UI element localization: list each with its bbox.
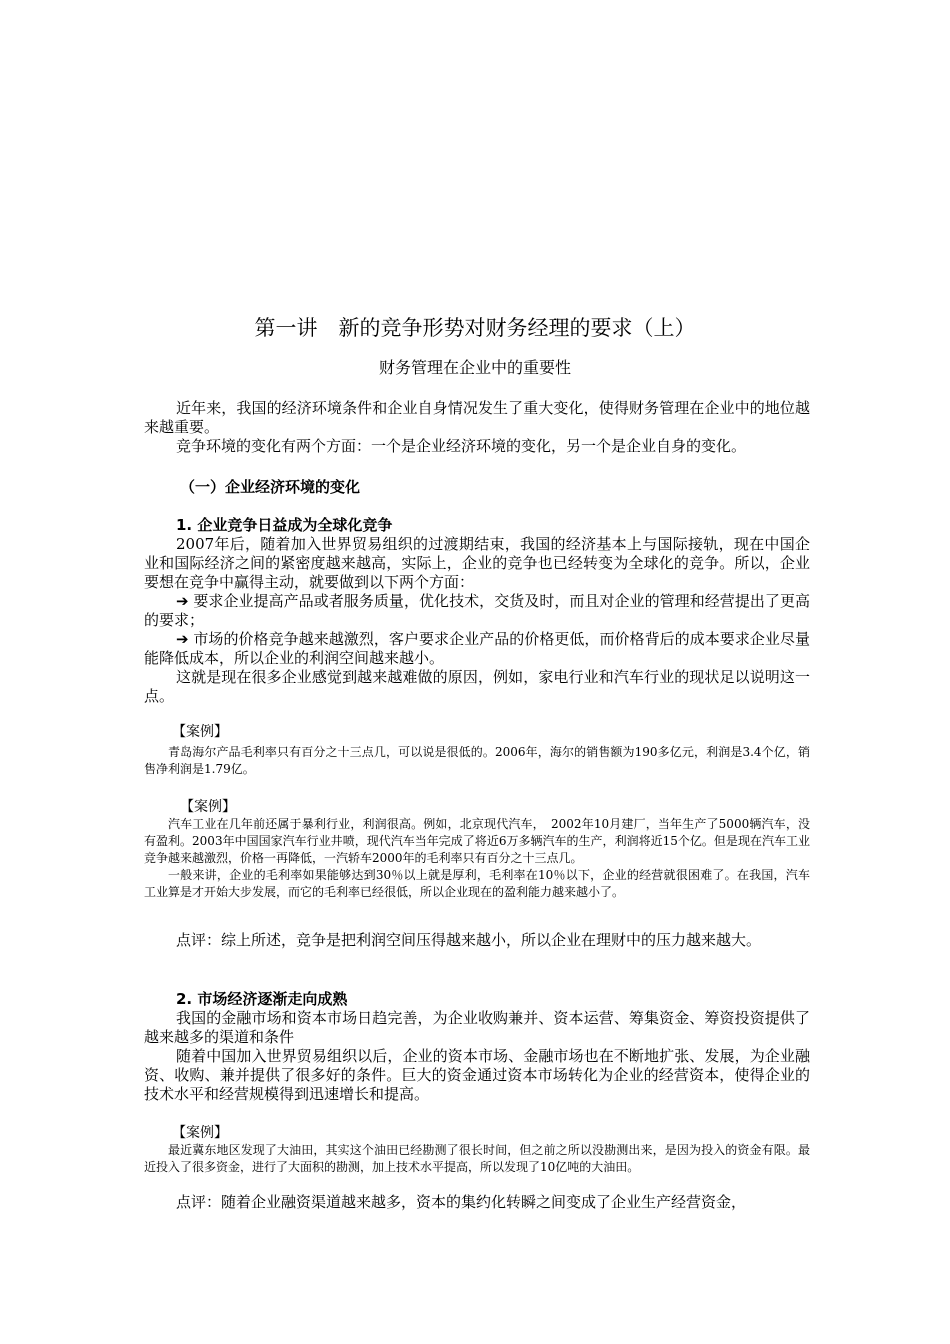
arrow-icon: ➔ [176, 592, 194, 610]
section-heading: （一）企业经济环境的变化 [180, 478, 361, 496]
body-paragraph: 这就是现在很多企业感觉到越来越难做的原因，例如，家电行业和汽车行业的现状足以说明这一点。 [144, 668, 810, 705]
case-body [144, 744, 810, 778]
case-label: 【案例】 [172, 1125, 228, 1141]
body-paragraph: 我国的金融市场和资本市场日趋完善，为企业收购兼并、资本运营、筹集资金、筹资投资提供了越来越多的渠道和条件 [144, 1009, 810, 1046]
case-text: 最近冀东地区发现了大油田，其实这个油田已经勘测了很长时间，但之前之所以没勘测出来，是因为投入的资金有限。最近投入了很多资金，进行了大面积的勘测，加上技术水平提高，所以发现了10亿吨的大油田。 [144, 1143, 810, 1174]
subsection-body [144, 535, 810, 706]
arrow-icon: ➔ [176, 630, 194, 648]
comment-block [144, 1193, 810, 1212]
intro-section [144, 399, 810, 456]
intro-paragraph: 近年来，我国的经济环境条件和企业自身情况发生了重大变化，使得财务管理在企业中的地位越来越重要。 [144, 399, 810, 436]
comment-block [144, 931, 810, 950]
subsection-heading: 2. 市场经济逐渐走向成熟 [176, 990, 348, 1008]
page-subtitle: 财务管理在企业中的重要性 [378, 358, 571, 377]
body-paragraph: 2007年后，随着加入世界贸易组织的过渡期结束，我国的经济基本上与国际接轨，现在中国企业和国际经济之间的紧密度越来越高，实际上，企业的竞争也已经转变为全球化的竞争。所以，企业要想在竞争中赢得主动，就要做到以下两个方面： [144, 535, 810, 591]
comment-paragraph: 点评：综上所述，竞争是把利润空间压得越来越小，所以企业在理财中的压力越来越大。 [176, 931, 762, 949]
bullet-text: 要求企业提高产品或者服务质量，优化技术，交货及时，而且对企业的管理和经营提出了更高的要求； [144, 592, 810, 629]
subsection-body [144, 1009, 810, 1104]
case-text: 青岛海尔产品毛利率只有百分之十三点几，可以说是很低的。2006年，海尔的销售额为190多亿元，利润是3.4个亿，销售净利润是1.79亿。 [144, 745, 810, 776]
case-label: 【案例】 [180, 799, 236, 815]
case-label: 【案例】 [172, 724, 228, 740]
case-body [144, 1142, 810, 1176]
subsection-heading: 1. 企业竞争日益成为全球化竞争 [176, 516, 393, 534]
case-body [144, 816, 810, 901]
page-title: 第一讲 新的竞争形势对财务经理的要求（上） [254, 316, 696, 340]
bullet-text: 市场的价格竞争越来越激烈，客户要求企业产品的价格更低，而价格背后的成本要求企业尽量能降低成本，所以企业的利润空间越来越小。 [144, 630, 810, 667]
body-paragraph: 随着中国加入世界贸易组织以后，企业的资本市场、金融市场也在不断地扩张、发展，为企业融资、收购、兼并提供了很多好的条件。巨大的资金通过资本市场转化为企业的经营资本，使得企业的技术水平和经营规模得到迅速增长和提高。 [144, 1047, 810, 1103]
bullet-item [144, 630, 810, 668]
intro-paragraph: 竞争环境的变化有两个方面：一个是企业经济环境的变化，另一个是企业自身的变化。 [176, 437, 747, 455]
comment-paragraph: 点评：随着企业融资渠道越来越多，资本的集约化转瞬之间变成了企业生产经营资金， [176, 1193, 747, 1211]
case-text: 汽车工业在几年前还属于暴利行业，利润很高。例如，北京现代汽车， 2002年10月建厂，当年生产了5000辆汽车，没有盈利。2003年中国国家汽车行业井喷，现代汽车当年完成了将近6万多辆汽车的生产，利润将近15个亿。但是现在汽车工业竞争越来越激烈，价格一再降低，一汽轿车2000年的毛利率只有百分之十三点几。 [144, 817, 810, 865]
bullet-item [144, 592, 810, 630]
case-text: 一般来讲，企业的毛利率如果能够达到30％以上就是厚利，毛利率在10％以下，企业的经营就很困难了。在我国，汽车工业算是才开始大步发展，而它的毛利率已经很低，所以企业现在的盈利能力越来越小了。 [144, 868, 810, 899]
